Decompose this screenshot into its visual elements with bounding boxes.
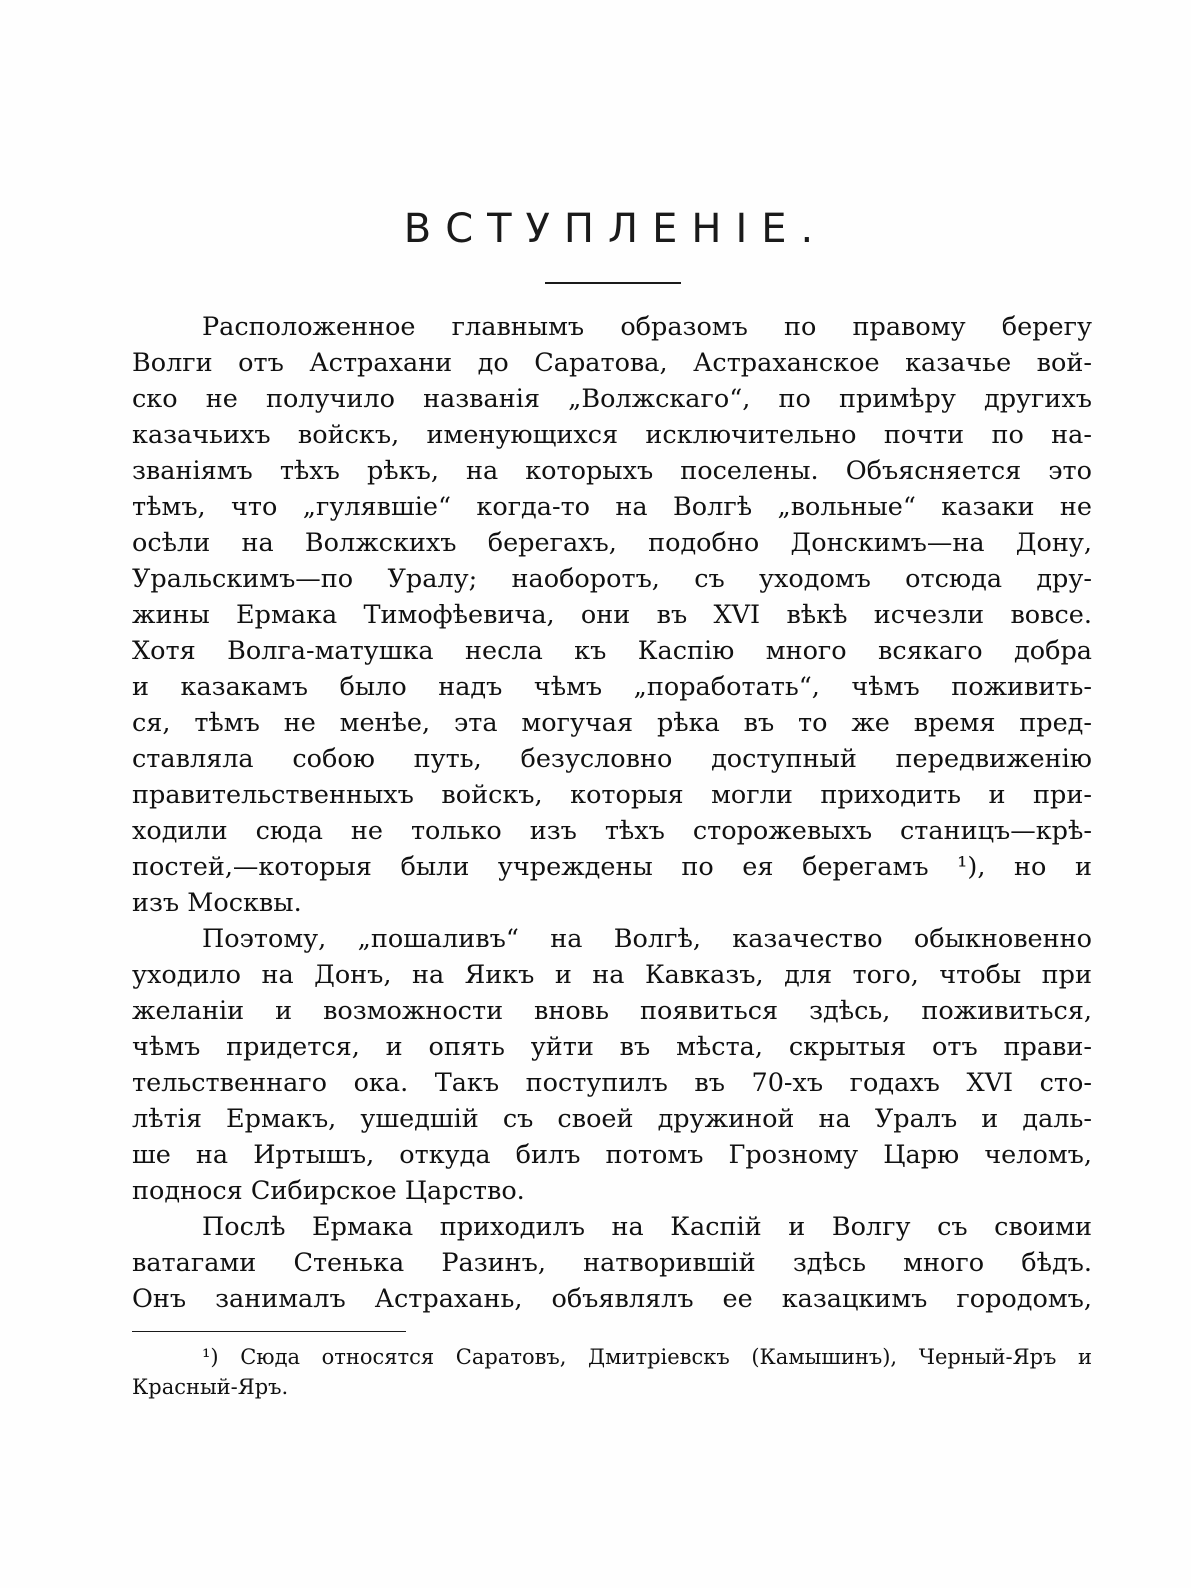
text-line: Поэтому, „пошаливъ“ на Волгѣ, казачество обыкновенно: [202, 924, 1092, 954]
text-line: тельственнаго ока. Такъ поступилъ въ 70-хъ годахъ XVI сто-: [132, 1068, 1092, 1098]
chapter-heading: ВСТУПЛЕНІЕ.: [403, 206, 828, 252]
text-line: осѣли на Волжскихъ берегахъ, подобно Донскимъ—на Дону,: [132, 528, 1092, 558]
text-line: постей,—которыя были учреждены по ея берегамъ ¹), но и: [132, 852, 1092, 882]
text-line: ско не получило названія „Волжскаго“, по примѣру другихъ: [132, 384, 1092, 414]
text-line: Послѣ Ермака приходилъ на Каспій и Волгу съ своими: [202, 1212, 1092, 1242]
main-text: [132, 309, 1092, 1317]
text-line: чѣмъ придется, и опять уйти въ мѣста, скрытыя отъ прави-: [132, 1032, 1092, 1062]
text-line: ше на Иртышъ, откуда билъ потомъ Грозному Царю челомъ,: [132, 1140, 1092, 1170]
text-line: ся, тѣмъ не менѣе, эта могучая рѣка въ то же время пред-: [132, 708, 1092, 738]
text-line: Хотя Волга-матушка несла къ Каспію много всякаго добра: [132, 636, 1092, 666]
text-line: Уральскимъ—по Уралу; наоборотъ, съ уходомъ отсюда дру-: [132, 564, 1092, 594]
text-line: ходили сюда не только изъ тѣхъ сторожевыхъ станицъ—крѣ-: [132, 816, 1092, 846]
text-line: званіямъ тѣхъ рѣкъ, на которыхъ поселены. Объясняется это: [132, 456, 1092, 486]
text-line: Онъ занималъ Астрахань, объявлялъ ее казацкимъ городомъ,: [132, 1284, 1092, 1314]
text-line: желаніи и возможности вновь появиться здѣсь, поживиться,: [132, 996, 1092, 1026]
text-line: казачьихъ войскъ, именующихся исключительно почти по на-: [132, 420, 1092, 450]
footnotes: [132, 1342, 1092, 1402]
footnote-line: ¹) Сюда относятся Саратовъ, Дмитріевскъ (Камышинъ), Черный-Яръ и: [202, 1345, 1092, 1369]
text-line: правительственныхъ войскъ, которыя могли приходить и при-: [132, 780, 1092, 810]
footnote-divider: [132, 1331, 406, 1332]
text-line: поднося Сибирское Царство.: [132, 1176, 525, 1206]
text-line: и казакамъ было надъ чѣмъ „поработать“, чѣмъ поживить-: [132, 672, 1092, 702]
text-line: лѣтія Ермакъ, ушедшій съ своей дружиной на Уралъ и даль-: [132, 1104, 1092, 1134]
text-line: ставляла собою путь, безусловно доступный передвиженію: [132, 744, 1092, 774]
heading-divider: [545, 282, 681, 284]
text-line: ватагами Стенька Разинъ, натворившій здѣсь много бѣдъ.: [132, 1248, 1092, 1278]
text-line: изъ Москвы.: [132, 888, 302, 918]
text-line: уходило на Донъ, на Яикъ и на Кавказъ, для того, чтобы при: [132, 960, 1092, 990]
text-line: жины Ермака Тимофѣевича, они въ XVI вѣкѣ исчезли вовсе.: [132, 600, 1092, 630]
text-line: Расположенное главнымъ образомъ по правому берегу: [202, 312, 1092, 342]
footnote-line: Красный-Яръ.: [132, 1375, 289, 1399]
text-line: тѣмъ, что „гулявшіе“ когда-то на Волгѣ „вольные“ казаки не: [132, 492, 1092, 522]
text-line: Волги отъ Астрахани до Саратова, Астраханское казачье вой-: [132, 348, 1092, 378]
